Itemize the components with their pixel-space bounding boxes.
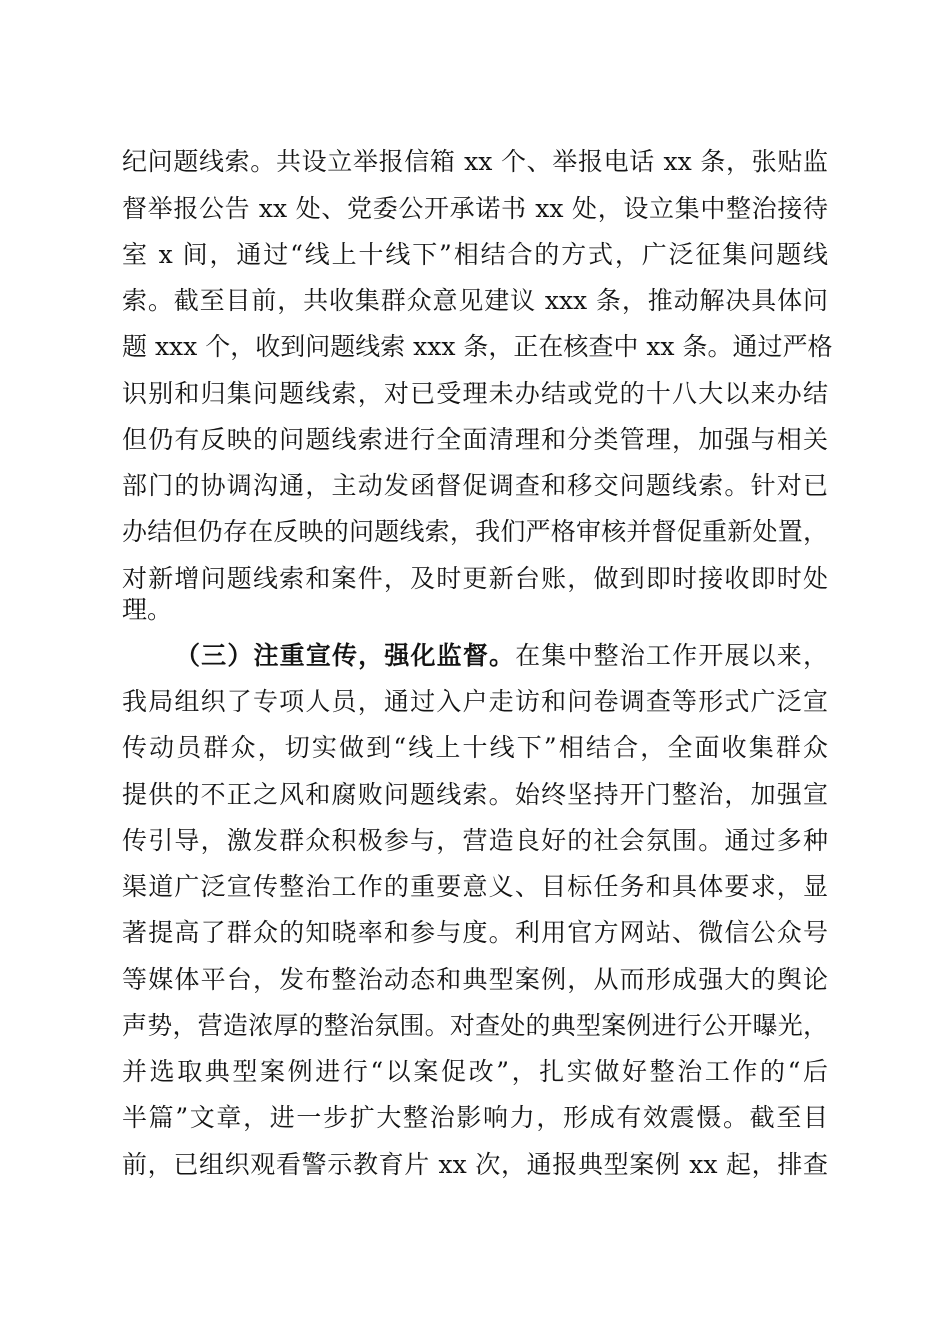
paragraph-line: 我局组织了专项人员，通过入户走访和问卷调查等形式广泛宣: [122, 687, 828, 716]
paragraph-line: 室 x 间，通过“线上十线下”相结合的方式，广泛征集问题线: [122, 240, 828, 269]
paragraph-line: 办结但仍存在反映的问题线索，我们严格审核并督促重新处置，: [122, 517, 828, 546]
paragraph-line: 但仍有反映的问题线索进行全面清理和分类管理，加强与相关: [122, 425, 828, 454]
section-3-first-line: [175, 639, 828, 673]
paragraph-line-last: 理。: [122, 595, 173, 624]
paragraph-line: 并选取典型案例进行“以案促改”，扎实做好整治工作的“后: [122, 1057, 828, 1086]
paragraph-line: 传动员群众，切实做到“线上十线下”相结合，全面收集群众: [122, 733, 828, 762]
section-3-first-rest: 在集中整治工作开展以来，: [515, 641, 828, 670]
paragraph-line: 渠道广泛宣传整治工作的重要意义、目标任务和具体要求，显: [122, 872, 828, 901]
paragraph-line: 著提高了群众的知晓率和参与度。利用官方网站、微信公众号: [122, 918, 828, 947]
paragraph-line: 对新增问题线索和案件，及时更新台账，做到即时接收即时处: [122, 564, 828, 593]
paragraph-line: 等媒体平台，发布整治动态和典型案例，从而形成强大的舆论: [122, 965, 828, 994]
paragraph-line: 声势，营造浓厚的整治氛围。对查处的典型案例进行公开曝光，: [122, 1011, 828, 1040]
paragraph-line: 纪问题线索。共设立举报信箱 xx 个、举报电话 xx 条，张贴监: [122, 147, 828, 176]
paragraph-line: 部门的协调沟通，主动发函督促调查和移交问题线索。针对已: [122, 471, 828, 500]
section-3-heading: （三）注重宣传，强化监督。: [175, 641, 516, 670]
paragraph-line: 提供的不正之风和腐败问题线索。始终坚持开门整治，加强宣: [122, 780, 828, 809]
paragraph-line: 督举报公告 xx 处、党委公开承诺书 xx 处，设立集中整治接待: [122, 194, 828, 223]
paragraph-line: 传引导，激发群众积极参与，营造良好的社会氛围。通过多种: [122, 826, 828, 855]
paragraph-line: 前，已组织观看警示教育片 xx 次，通报典型案例 xx 起，排查: [122, 1150, 828, 1179]
paragraph-line: 索。截至目前，共收集群众意见建议 xxx 条，推动解决具体问: [122, 286, 828, 315]
paragraph-line: 识别和归集问题线索，对已受理未办结或党的十八大以来办结: [122, 379, 828, 408]
paragraph-line: 半篇”文章，进一步扩大整治影响力，形成有效震慑。截至目: [122, 1103, 828, 1132]
paragraph-line: 题 xxx 个，收到问题线索 xxx 条，正在核查中 xx 条。通过严格: [122, 332, 833, 361]
